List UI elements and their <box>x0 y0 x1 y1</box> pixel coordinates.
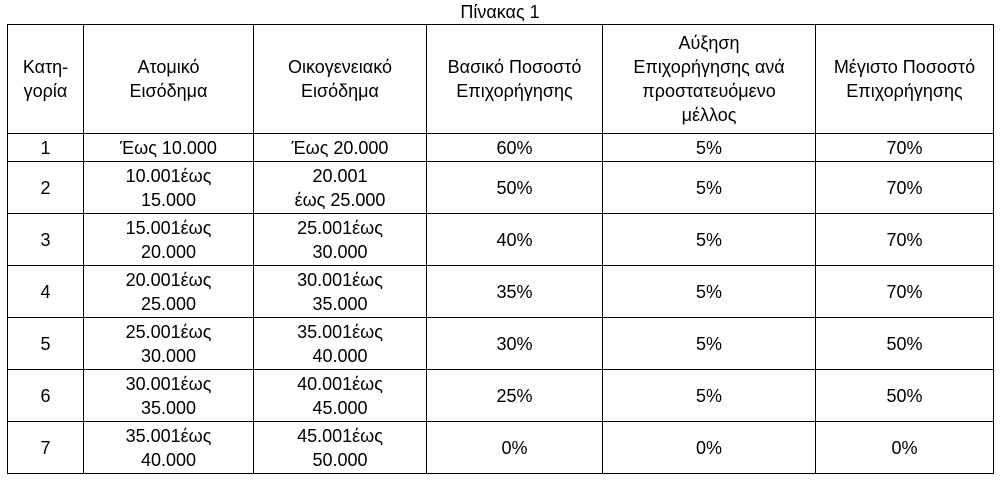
header-individual-income: Ατομικό Εισόδημα <box>84 25 254 134</box>
cell-individual-income: 10.001έως 15.000 <box>84 162 254 214</box>
cell-individual-income: Έως 10.000 <box>84 134 254 162</box>
cell-base-rate: 60% <box>427 134 603 162</box>
cell-max-rate: 70% <box>816 134 994 162</box>
cell-family-income: 35.001έως 40.000 <box>254 318 427 370</box>
cell-individual-income: 25.001έως 30.000 <box>84 318 254 370</box>
table-caption: Πίνακας 1 <box>460 2 540 22</box>
header-category: Κατη- γορία <box>8 25 84 134</box>
cell-increase: 5% <box>603 134 816 162</box>
cell-individual-income: 35.001έως 40.000 <box>84 422 254 474</box>
cell-family-income: 45.001έως 50.000 <box>254 422 427 474</box>
cell-max-rate: 70% <box>816 214 994 266</box>
cell-family-income: Έως 20.000 <box>254 134 427 162</box>
cell-max-rate: 70% <box>816 266 994 318</box>
cell-individual-income: 20.001έως 25.000 <box>84 266 254 318</box>
table-row <box>8 162 994 214</box>
cell-category: 3 <box>8 214 84 266</box>
cell-family-income: 30.001έως 35.000 <box>254 266 427 318</box>
cell-family-income: 40.001έως 45.000 <box>254 370 427 422</box>
table-header-row <box>8 25 994 134</box>
cell-increase: 5% <box>603 318 816 370</box>
cell-base-rate: 50% <box>427 162 603 214</box>
cell-category: 1 <box>8 134 84 162</box>
table-row <box>8 214 994 266</box>
cell-max-rate: 0% <box>816 422 994 474</box>
cell-increase: 5% <box>603 214 816 266</box>
header-increase-per-dependent: Αύξηση Επιχορήγησης ανά προστατευόμενο μέλλος <box>603 25 816 134</box>
header-base-rate: Βασικό Ποσοστό Επιχορήγησης <box>427 25 603 134</box>
cell-category: 6 <box>8 370 84 422</box>
header-max-rate: Μέγιστο Ποσοστό Επιχορήγησης <box>816 25 994 134</box>
cell-increase: 0% <box>603 422 816 474</box>
table-row <box>8 134 994 162</box>
cell-increase: 5% <box>603 370 816 422</box>
cell-max-rate: 70% <box>816 162 994 214</box>
cell-increase: 5% <box>603 266 816 318</box>
cell-individual-income: 15.001έως 20.000 <box>84 214 254 266</box>
cell-base-rate: 40% <box>427 214 603 266</box>
cell-increase: 5% <box>603 162 816 214</box>
cell-base-rate: 30% <box>427 318 603 370</box>
cell-family-income: 20.001 έως 25.000 <box>254 162 427 214</box>
header-family-income: Οικογενειακό Εισόδημα <box>254 25 427 134</box>
cell-max-rate: 50% <box>816 370 994 422</box>
table-row <box>8 318 994 370</box>
cell-base-rate: 0% <box>427 422 603 474</box>
cell-individual-income: 30.001έως 35.000 <box>84 370 254 422</box>
cell-base-rate: 25% <box>427 370 603 422</box>
cell-base-rate: 35% <box>427 266 603 318</box>
table-row <box>8 422 994 474</box>
cell-category: 5 <box>8 318 84 370</box>
cell-max-rate: 50% <box>816 318 994 370</box>
table-row <box>8 266 994 318</box>
table-row <box>8 370 994 422</box>
cell-category: 4 <box>8 266 84 318</box>
cell-family-income: 25.001έως 30.000 <box>254 214 427 266</box>
subsidy-table <box>7 24 994 474</box>
cell-category: 2 <box>8 162 84 214</box>
cell-category: 7 <box>8 422 84 474</box>
